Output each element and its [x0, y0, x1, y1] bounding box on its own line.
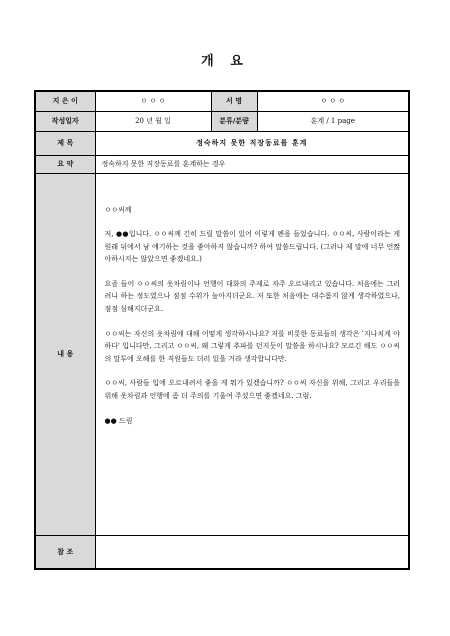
signature-value: ㅇ ㅇ ㅇ [257, 91, 409, 111]
category-label: 분류/분량 [211, 111, 257, 131]
content-paragraph-4: ㅇㅇ씨, 사람들 입에 오르내려서 좋을 게 뭐가 있겠습니까? ㅇㅇ씨 자신을 위해, 그리고 우리들을 위해 옷차림과 언행에 좀 더 주의를 기울여 주셨으면 좋겠네요. 그럼. [104, 379, 400, 401]
writer-row [35, 91, 409, 111]
page-title: 개 요 [201, 54, 249, 69]
content-paragraph-1: 저, ●●입니다. ㅇㅇ씨께 긴히 드릴 말씀이 있어 이렇게 펜을 들었습니다. ㅇㅇ씨, 사람이라는 게 원래 뒤에서 남 얘기하는 것을 좋아하지 않습니까? 하여 말씀드립니다. (그러나 제 말에 너무 언짢아하시지는 않았으면 좋겠네요.) [104, 230, 400, 264]
content-paragraph-3: ㅇㅇ씨는 자신의 옷차림에 대해 어떻게 생각하시나요? 저를 비롯한 동료들의 생각은 '지나치게 야하다' 입니다만, 그리고 ㅇㅇ씨, 왜 그렇게 추파를 던지듯이 말씀을 하시나요? 모르긴 해도 ㅇㅇ씨의 말투에 오해를 한 직원들도 더러 있을 거라 생각합니다만. [104, 329, 400, 363]
date-value: 20 년 월 일 [95, 111, 211, 131]
content-label: 내 용 [35, 173, 95, 535]
content-body [95, 173, 409, 535]
reference-label: 참 조 [35, 535, 95, 569]
writer-label: 지 은 이 [35, 91, 95, 111]
content-paragraph-2: 요즘 들어 ㅇㅇ씨의 옷차림이나 언행이 대화의 주제로 자주 오르내리고 있습니다. 처음에는 그러려니 하는 정도였으나 점점 수위가 높아지더군요. 저 또한 처음에는 대수롭지 않게 생각하였으나, 점점 심해지더군요. [104, 279, 400, 314]
reference-value [95, 535, 409, 569]
writer-value: ㅇ ㅇ ㅇ [95, 91, 211, 111]
subject-label: 제 목 [35, 131, 95, 155]
date-label: 작성일자 [35, 111, 95, 131]
reference-row [35, 535, 409, 569]
date-row [35, 111, 409, 131]
content-paragraph-greeting: ㅇㅇ씨께 [104, 205, 132, 214]
signature-label: 서 명 [211, 91, 257, 111]
subject-row [35, 131, 409, 155]
subject-value: 정숙하지 못한 직장동료를 훈계 [95, 131, 409, 155]
summary-value: 정숙하지 못한 직장동료를 훈계하는 경우 [95, 155, 409, 173]
summary-row [35, 155, 409, 173]
content-signoff: ●● 드림 [104, 416, 133, 425]
content-row [35, 173, 409, 535]
summary-form-table [34, 90, 410, 570]
category-value: 훈계 / 1 page [257, 111, 409, 131]
summary-label: 요 약 [35, 155, 95, 173]
